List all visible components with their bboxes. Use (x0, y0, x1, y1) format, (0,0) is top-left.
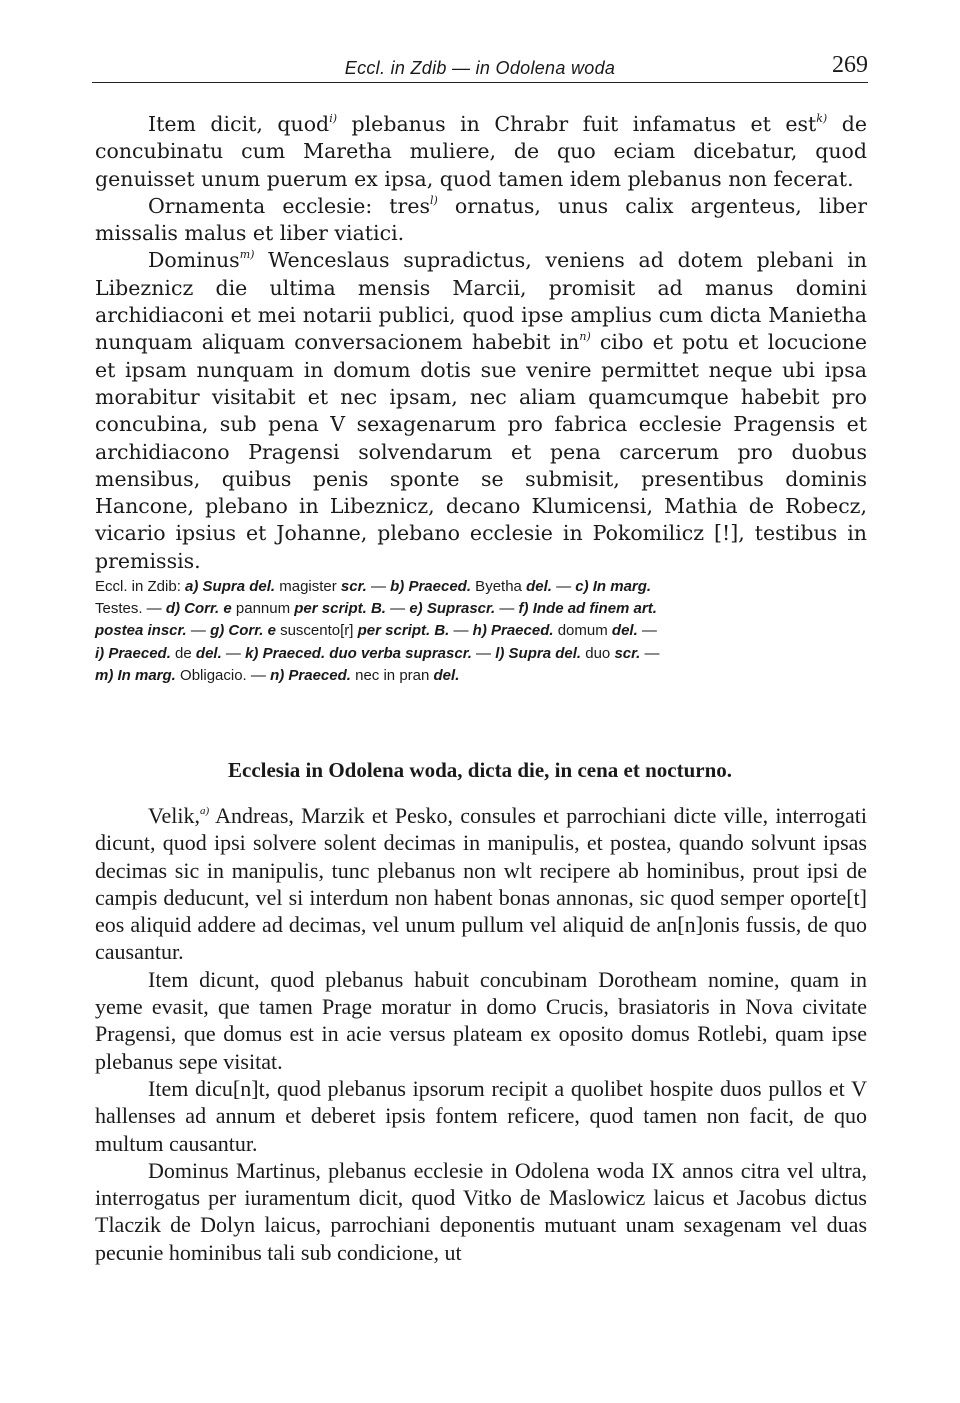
section-heading: Ecclesia in Odolena woda, dicta die, in cena et nocturno. (228, 758, 732, 782)
paragraph: Item dicunt, quod plebanus habuit concubinam Dorotheam nomine, quam in yeme evasit, que tamen Prage moratur in domo Crucis, brasiatoris in Nova civitate Pragensi, que domus est in acie versus plateam ex oposito domus Rotlebi, quam ipse plebanus sepe visitat. (95, 966, 867, 1074)
paragraph: Dominus$^{m)}$ Wenceslaus supradictus, veniens ad dotem plebani in Libeznicz die ultima mensis Marcii, promisit ad manus domini archidiaconi et mei notarii publici, quod ipse amplius cum dicta Manietha nunquam aliquam conversacionem habebit $in^{n)}$ cibo et potu et locucione et ipsam nunquam in domum dotis sue venire permittet neque ubi ipsa morabitur visitabit et nec ipsam, nec aliam quamcumque habebit pro concubina, sub pena V sexagenarum pro fabrica ecclesie Pragensis et archidiacono Pragensi solvendarum et pena carcerum pro duobus mensibus, quibus penis sponte se submisit, presentibus dominis Hancone, plebano in Libeznicz, decano Klumicensi, Mathia de Robecz, vicario ipsius et Johanne, plebano ecclesie in Pokomilicz [!], testibus in premissis. (95, 248, 867, 573)
footnote-marker: i) (329, 112, 337, 125)
paragraph: Velik,$^{a)}$ Andreas, Marzik et Pesko, consules et parrochiani dicte ville, interrogati dicunt, quod ipsi solvere solent decimas in manipulis, et postea, quando solvunt ipsas decimas sic in manipulis, tunc plebanus non wlt recipere ab hominibus, prout ipsi de campis deducunt, vel si interdum non habent bonas annonas, sic quod semper oporte[t] eos aliquid addere ad decimas, vel unum pullum vel aliquid de an[n]onis fussis, de quo causantur. (95, 803, 867, 965)
footnote-line: postea inscr. — g) Corr. e suscento[r] per script. B. — h) Praeced. domum del. — (95, 622, 657, 640)
footnote-marker: m) (239, 248, 255, 262)
footnote-marker: l) (430, 193, 438, 207)
running-head (92, 52, 868, 83)
paragraph: Dominus Martinus, plebanus ecclesie in Odolena woda IX annos citra vel ultra, interrogatus per iuramentum dicit, quod Vitko de Maslowicz laicus et Jacobus dictus Tlaczik de Dolyn laicus, parrochiani deponentis mutuant unam sexagenam vel duas pecunie hominibus tali sub condicione, ut (95, 1157, 867, 1265)
footnote-line: i) Praeced. de del. — k) Praeced. duo verba suprascr. — l) Supra del. duo scr. — (95, 644, 660, 662)
running-title: Eccl. in Zdib — in Odolena woda (344, 58, 616, 78)
paragraph: Item dicit, quod$^{i)}$ plebanus in Chrabr fuit infamatus et est$^{k)}$ de concubinatu cum Maretha muliere, de quo eciam dicebatur, quod genuisset unum puerum ex ipsa, quod tamen idem plebanus non fecerat. (95, 112, 867, 191)
section-zdib-body (95, 111, 867, 575)
footnotes (95, 576, 867, 687)
paragraph: Ornamenta ecclesie: tres$^{l)}$ ornatus, unus calix argenteus, liber missalis malus et liber viatici. (95, 193, 868, 246)
section-odolena-body (95, 802, 867, 1266)
footnote-marker: n) (579, 330, 591, 344)
footnote-line: m) In marg. Obligacio. — n) Praeced. nec in pran del. (95, 666, 460, 684)
footnote-line: Testes. — d) Corr. e pannum per script. B. — e) Suprascr. — f) Inde ad finem art. (95, 600, 657, 618)
paragraph: Item dicu[n]t, quod plebanus ipsorum recipit a quolibet hospite duos pullos et V hallenses ad annum et deberet ipsis fontem reficere, quod tamen non facit, de quo multum causantur. (95, 1075, 867, 1156)
footnote-marker: a) (199, 805, 210, 817)
page-number: 269 (832, 52, 868, 78)
footnote-line: Eccl. in Zdib: a) Supra del. magister scr. — b) Praeced. Byetha del. — c) In marg. (95, 578, 652, 595)
footnote-marker: k) (816, 112, 828, 125)
